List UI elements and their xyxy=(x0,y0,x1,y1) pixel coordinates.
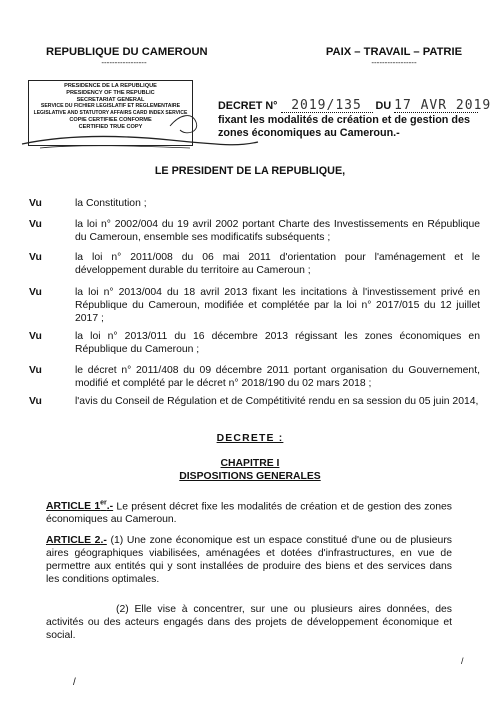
vu-text: la loi n° 2013/011 du 16 décembre 2013 régissant les zones économiques en République du Cameroun ; xyxy=(75,331,480,355)
decree-number-line xyxy=(218,98,492,113)
decrete-heading xyxy=(0,432,500,445)
vu-text: la loi n° 2011/008 du 06 mai 2011 d'orientation pour l'aménagement et le développement durable du territoire au Cameroun ; xyxy=(75,252,480,276)
decree-date: 17 AVR 2019 xyxy=(394,98,492,113)
chapter-title: DISPOSITIONS GENERALES xyxy=(179,471,321,482)
vu-text: l'avis du Conseil de Régulation et de Compétitivité rendu en sa session du 05 juin 2014, xyxy=(75,396,479,407)
stamp-line: LEGISLATIVE AND STATUTORY AFFAIRS CARD INDEX SERVICE xyxy=(33,110,188,117)
decree-label: DECRET N° xyxy=(218,100,278,112)
stamp-line: PRESIDENCE DE LA REPUBLIQUE xyxy=(64,83,157,89)
vu-label: Vu xyxy=(29,365,42,376)
header-right-separator: ----------------- xyxy=(371,58,417,67)
stamp-line: SECRETARIAT GENERAL xyxy=(76,96,145,103)
header-right xyxy=(318,46,470,67)
stamp-line: PRESIDENCY OF THE REPUBLIC xyxy=(66,89,155,96)
article-1-label: ARTICLE 1er.- xyxy=(46,500,114,513)
president-heading: LE PRESIDENT DE LA REPUBLIQUE, xyxy=(154,165,346,177)
stamp-line: COPIE CERTIFIEE CONFORME xyxy=(69,116,152,123)
header-left-separator: ----------------- xyxy=(101,58,147,67)
article-2-label: ARTICLE 2.- xyxy=(46,535,107,546)
vu-label: Vu xyxy=(29,219,42,230)
vu-text: la loi n° 2013/004 du 18 avril 2013 fixant les incitations à l'investissement privé en République du Cameroun, modifiée et complétée par la loi n° 2017/015 du 12 juillet 2017 ; xyxy=(75,287,480,324)
decree-du: DU xyxy=(375,100,392,112)
country-name: REPUBLIQUE DU CAMEROUN xyxy=(46,46,208,58)
article-2 xyxy=(46,534,452,586)
stamp-line: CERTIFIED TRUE COPY xyxy=(78,123,143,130)
chapter-number: CHAPITRE I xyxy=(220,458,280,469)
margin-mark-left: / xyxy=(73,677,76,688)
vu-text: le décret n° 2011/408 du 09 décembre 2011 portant organisation du Gouvernement, modifié et complété par le décret n° 2018/190 du 02 mars 2018 ; xyxy=(75,365,480,389)
vu-label: Vu xyxy=(29,252,42,263)
decrete-text: DECRETE : xyxy=(216,433,284,444)
vu-label: Vu xyxy=(29,396,42,407)
article-2-paragraph-2: (2) Elle vise à concentrer, sur une ou plusieurs aires données, des activités ou des acteurs engagés dans des projets de développement économique et social. xyxy=(46,604,452,641)
vu-text: la Constitution ; xyxy=(75,198,147,209)
decree-number: 2019/135 xyxy=(281,99,373,113)
national-motto: PAIX – TRAVAIL – PATRIE xyxy=(325,46,463,58)
vu-text: la loi n° 2002/004 du 19 avril 2002 portant Charte des Investissements en République du Cameroun, ensemble ses modificatifs subséquents ; xyxy=(75,219,480,243)
chapter-heading xyxy=(0,457,500,483)
article-1-text: Le présent décret fixe les modalités de création et de gestion des zones économiques au Cameroun. xyxy=(46,501,452,526)
article-1 xyxy=(46,497,452,526)
article-2-paragraph-1: (1) Une zone économique est un espace constitué d'une ou de plusieurs aires géographiques viabilisées, aménagées et dotées d'infrastructures, en vue de permettre aux entités qui y sont installées de produire des biens et des services dans les conditions optimales. xyxy=(46,535,452,585)
vu-label: Vu xyxy=(29,198,42,209)
vu-label: Vu xyxy=(29,331,42,342)
stamp-line: SERVICE DU FICHIER LEGISLATIF ET REGLEMENTAIRE xyxy=(40,103,181,110)
vu-label: Vu xyxy=(29,287,42,298)
header-left xyxy=(46,46,208,67)
decree-title: fixant les modalités de création et de gestion des zones économiques au Cameroun.- xyxy=(218,114,470,139)
margin-mark-right: / xyxy=(461,656,464,666)
